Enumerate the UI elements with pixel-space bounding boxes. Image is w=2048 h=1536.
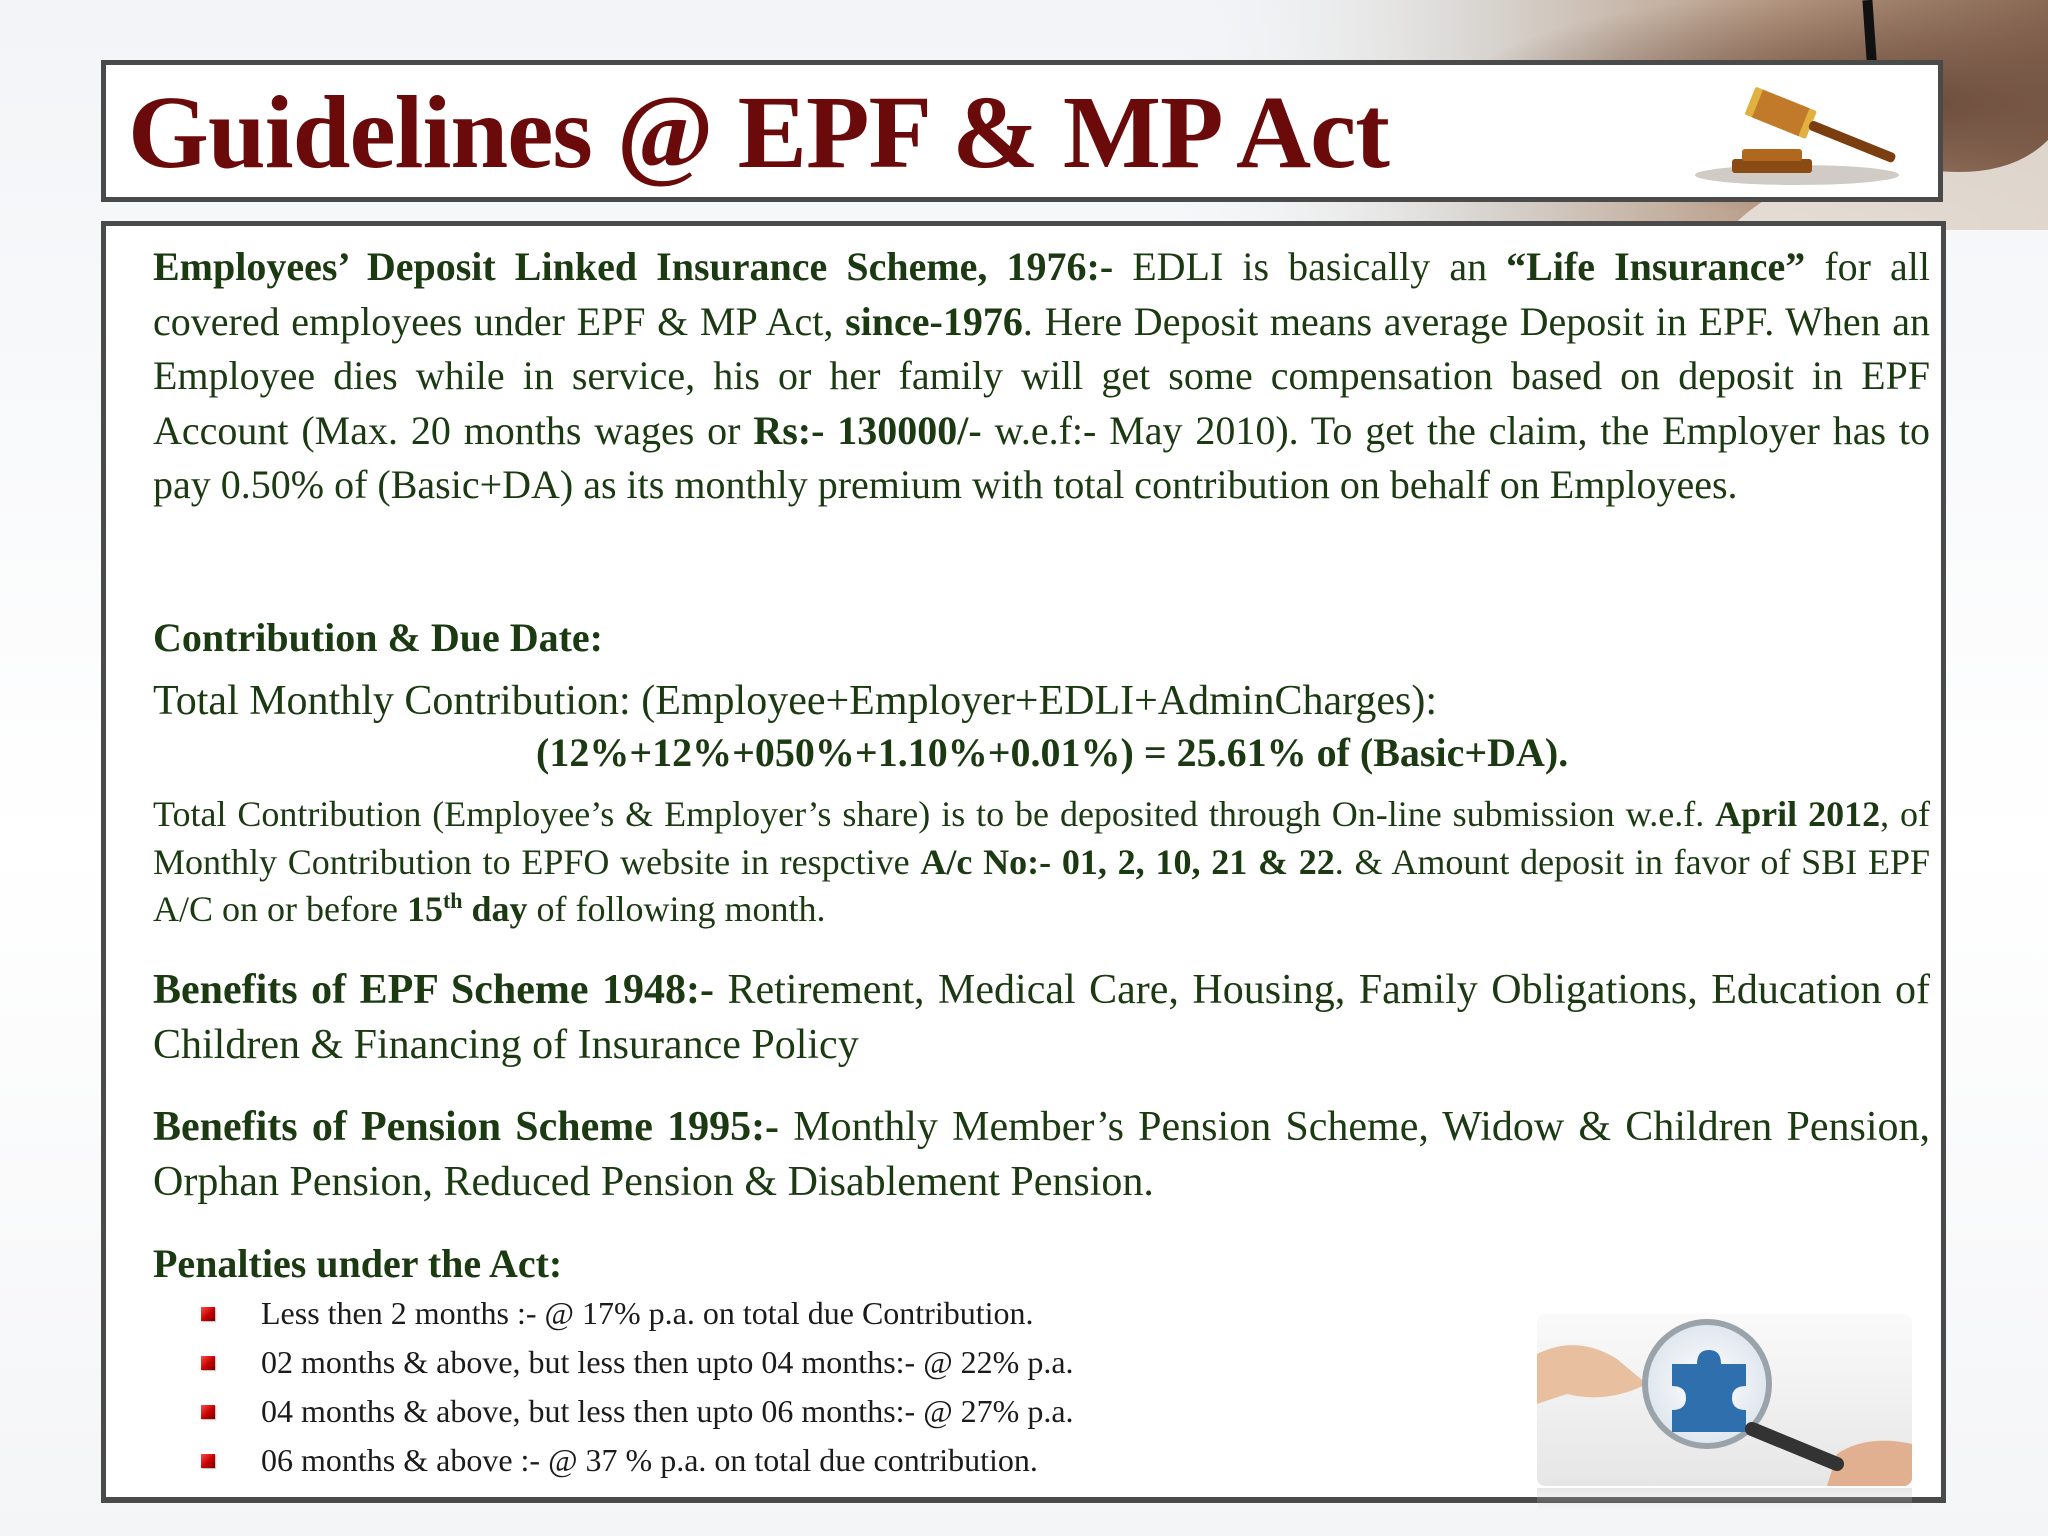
deposit-text: , of Monthly Contribution to EPFO website in respctive [153,794,1930,882]
pension-benefits-text: Monthly Member’s Pension Scheme, Widow & Children Pension, Orphan Pension, Reduced Pension & Disablement Pension. [153,1104,1930,1205]
edli-text: . Here Deposit means average Deposit in EPF. When an Employee dies while in service, his or her family will get some compensation based on deposit in EPF Account (Max. 20 months wages or [153,298,1931,453]
edli-text: for all covered employees under EPF & MP Act, [153,244,1931,344]
penalties-list [201,1289,1074,1485]
edli-life-insurance: “Life Insurance” [1506,244,1806,289]
magnifier-puzzle-photo [1537,1314,1912,1486]
photo-reflection [1537,1488,1912,1510]
gavel-icon [1692,79,1902,191]
content-box [101,221,1946,1503]
title-box [101,60,1943,202]
list-item [201,1436,1074,1485]
edli-max-amount: Rs:- 130000/- [753,407,982,453]
deposit-text: Total Contribution (Employee’s & Employer’s share) is to be deposited through On-line submission w.e.f. [153,794,1716,834]
list-item [201,1289,1074,1338]
penalty-text: 04 months & above, but less then upto 06 months:- @ 27% p.a. [261,1393,1074,1429]
list-item [201,1387,1074,1436]
deposit-date: April 2012 [1715,794,1881,834]
epf-benefits-text: Retirement, Medical Care, Housing, Family Obligations, Education of Children & Financing of Insurance Policy [153,967,1930,1068]
list-item [201,1338,1074,1387]
page-title: Guidelines @ EPF & MP Act [128,75,1389,190]
pension-benefits-paragraph [153,1100,1930,1210]
bullet-icon [201,1307,215,1321]
deposit-accounts: A/c No:- 01, 2, 10, 21 & 22 [920,841,1335,882]
edli-since: since-1976 [845,298,1023,344]
bullet-icon [201,1454,215,1468]
edli-heading: Employees’ Deposit Linked Insurance Scheme, 1976:- [153,244,1114,289]
epf-benefits-paragraph [153,963,1930,1073]
total-contribution-line: Total Monthly Contribution: (Employee+Employer+EDLI+AdminCharges): [153,678,1437,724]
due-day-suffix: th [442,888,463,913]
epf-benefits-heading: Benefits of EPF Scheme 1948:- [153,967,714,1013]
bullet-icon [201,1405,215,1419]
penalty-text: 06 months & above :- @ 37 % p.a. on total due contribution. [261,1442,1038,1478]
pension-benefits-heading: Benefits of Pension Scheme 1995:- [153,1104,780,1150]
contribution-heading: Contribution & Due Date: [153,615,603,660]
deposit-text: of following month. [527,889,826,929]
penalty-text: 02 months & above, but less then upto 04 months:- @ 22% p.a. [261,1344,1074,1380]
bullet-icon [201,1356,215,1370]
due-day: 15 [406,889,443,929]
deposit-text: . & Amount deposit in favor of SBI EPF A/C on or before [153,841,1930,929]
edli-text: w.e.f:- May 2010). To get the claim, the Employer has to pay 0.50% of (Basic+DA) as its monthly premium with total contribution on behalf on Employees. [153,407,1930,507]
due-day-word: day [462,889,528,929]
penalty-text: Less then 2 months :- @ 17% p.a. on total due Contribution. [261,1295,1034,1331]
edli-paragraph [153,240,1930,513]
contribution-formula: (12%+12%+050%+1.10%+0.01%) = 25.61% of (Basic+DA). [536,730,1569,775]
penalties-heading: Penalties under the Act: [153,1241,563,1286]
deposit-paragraph [153,791,1930,934]
edli-text: EDLI is basically an [1113,244,1507,289]
